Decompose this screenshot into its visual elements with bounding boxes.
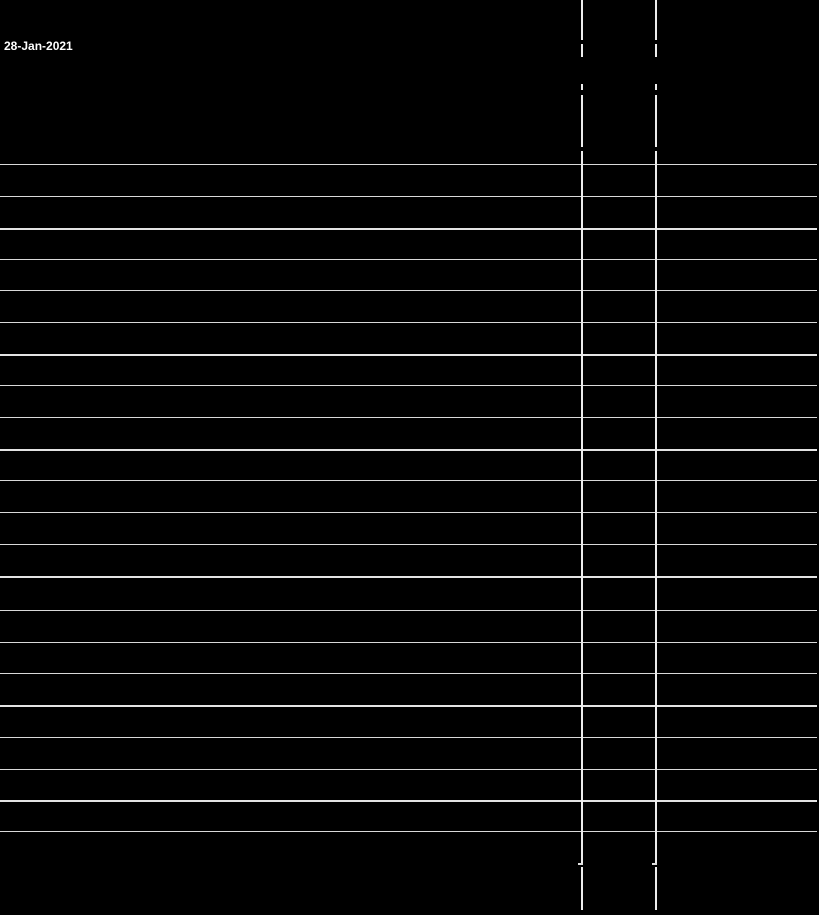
v-gridline [581,44,583,57]
h-gridline [0,449,817,451]
h-gridline [0,769,817,770]
h-gridline [0,354,817,356]
v-gridline [581,151,583,863]
gridline-tick [578,863,583,865]
h-gridline [0,322,817,323]
v-gridline [581,95,583,147]
h-gridline [0,576,817,578]
h-gridline [0,164,817,165]
h-gridline [0,610,817,611]
h-gridline [0,737,817,738]
v-gridline [655,867,657,910]
h-gridline [0,290,817,291]
h-gridline [0,196,817,197]
report-date-label: 28-Jan-2021 [4,39,73,53]
v-gridline [655,95,657,147]
v-gridline [581,867,583,910]
gridline-tick [652,863,657,865]
h-gridline [0,642,817,643]
v-gridline [655,0,657,40]
h-gridline [0,512,817,513]
h-gridline [0,673,817,674]
h-gridline [0,228,817,230]
v-gridline [581,0,583,40]
h-gridline [0,831,817,832]
h-gridline [0,480,817,481]
h-gridline [0,705,817,707]
h-gridline [0,544,817,545]
h-gridline [0,417,817,418]
v-gridline [655,151,657,863]
h-gridline [0,259,817,260]
v-gridline [655,84,657,90]
v-gridline [581,84,583,90]
v-gridline [655,44,657,57]
h-gridline [0,385,817,386]
h-gridline [0,800,817,802]
